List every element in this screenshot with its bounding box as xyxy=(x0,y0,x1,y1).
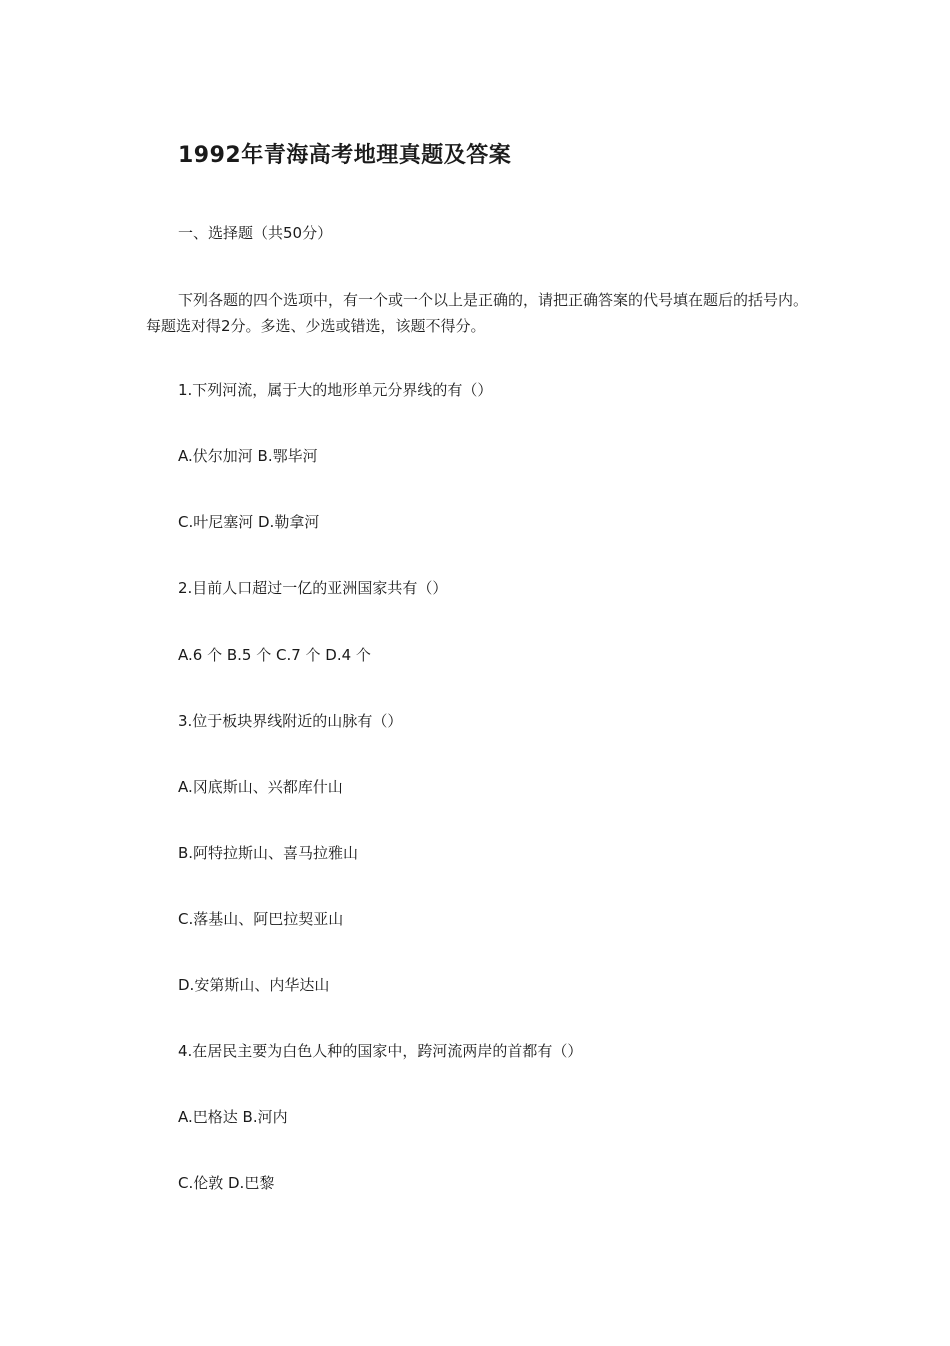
question-3-option-a: A.冈底斯山、兴都库什山 xyxy=(178,778,343,796)
question-3-option-d: D.安第斯山、内华达山 xyxy=(178,976,330,994)
question-3-option-c: C.落基山、阿巴拉契亚山 xyxy=(178,910,344,928)
question-4-options-ab: A.巴格达 B.河内 xyxy=(178,1108,288,1126)
question-2: 2.目前人口超过一亿的亚洲国家共有（） xyxy=(178,579,448,597)
document-title: 1992年青海高考地理真题及答案 xyxy=(178,143,512,168)
question-1: 1.下列河流，属于大的地形单元分界线的有（） xyxy=(178,381,493,399)
question-3: 3.位于板块界线附近的山脉有（） xyxy=(178,712,403,730)
question-4: 4.在居民主要为白色人种的国家中，跨河流两岸的首都有（） xyxy=(178,1042,583,1060)
question-1-options-cd: C.叶尼塞河 D.勒拿河 xyxy=(178,513,320,531)
question-3-option-b: B.阿特拉斯山、喜马拉雅山 xyxy=(178,844,359,862)
question-2-options: A.6 个 B.5 个 C.7 个 D.4 个 xyxy=(178,646,371,664)
section-heading: 一、选择题（共50分） xyxy=(178,224,333,242)
question-4-options-cd: C.伦敦 D.巴黎 xyxy=(178,1174,275,1192)
question-1-options-ab: A.伏尔加河 B.鄂毕河 xyxy=(178,447,318,465)
instructions-paragraph: 下列各题的四个选项中，有一个或一个以上是正确的，请把正确答案的代号填在题后的括号内。每题选对得2分。多选、少选或错选，该题不得分。 xyxy=(146,291,809,335)
